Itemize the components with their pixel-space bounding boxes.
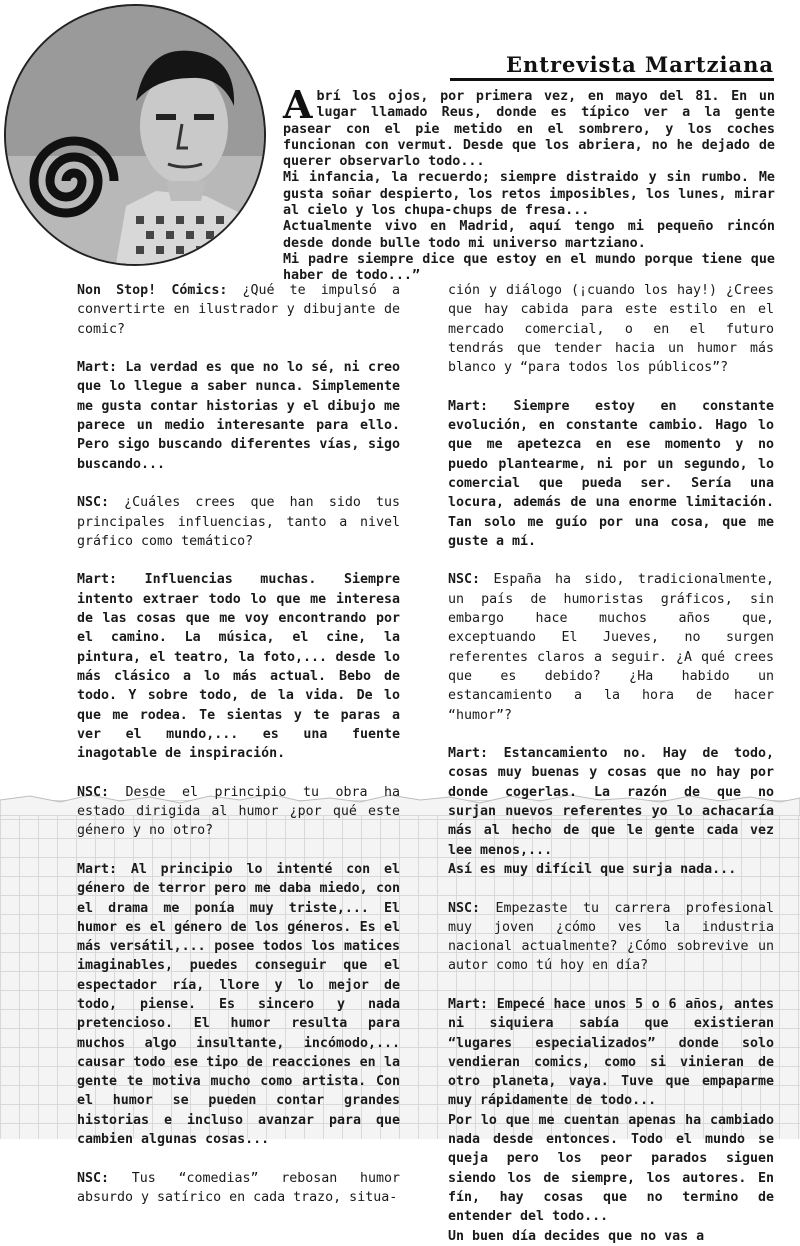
- interview-answer: [448, 995, 774, 1246]
- question-text: Empezaste tu carrera profesional muy joven ¿cómo ves la industria nacional actualmente? ¿Cómo sobrevive un autor como tú hoy en día?: [448, 900, 774, 974]
- article-title: Entrevista Martziana: [505, 52, 774, 77]
- interview-question: [448, 899, 774, 976]
- answer-text: Siempre estoy en constante evolución, en constante cambio. Hago lo que me apetezca en ese momento y no puedo plantearme, ni por un segundo, lo comercial que pueda ser. Sería una locura, además de una enorme limitación. Tan solo me guío por una cosa, que me guste a mí.: [448, 398, 774, 549]
- question-text: ¿Cuáles crees que han sido tus principales influencias, tanto a nivel gráfico como temático?: [77, 495, 400, 549]
- interview-answer: [77, 570, 400, 763]
- interview-question: [77, 783, 400, 841]
- interview-answer: [77, 358, 400, 474]
- speaker-label: NSC:: [448, 572, 481, 588]
- speaker-label: NSC:: [77, 495, 110, 511]
- intro-paragraph: [283, 82, 775, 285]
- title-underline: [450, 78, 774, 81]
- interview-question: [448, 570, 774, 724]
- speaker-label: NSC:: [77, 1170, 110, 1186]
- interview-answer: [448, 744, 774, 879]
- question-text: ¿Qué te impulsó a convertirte en ilustrador y dibujante de comic?: [77, 283, 400, 337]
- interview-question: [77, 281, 400, 339]
- speaker-label: Mart:: [448, 996, 489, 1012]
- interview-question: [77, 1169, 400, 1208]
- speaker-label: Mart:: [77, 572, 118, 588]
- interview-column-left: [77, 281, 400, 1207]
- speaker-label: Mart:: [448, 398, 489, 414]
- intro-text: brí los ojos, por primera vez, en mayo del 81. En un lugar llamado Reus, donde es típico ver a la gente pasear con el pie metido en el sombrero, y los coches funcionan con vermut. Desde que los abriera, no he dejado de querer observarlo todo... Mi infancia, la recuerdo; siempre distraido y sin rumbo. Me gusta soñar despierto, los retos imposibles, los lunes, mirar al cielo y los chupa-chups de fresa... Actualmente vivo en Madrid, aquí tengo mi pequeño rincón desde donde bulle todo mi universo martziano. Mi padre siempre dice que estoy en el mundo porque tiene que haber de todo...”: [283, 89, 775, 284]
- answer-text: Estancamiento no. Hay de todo, cosas muy buenas y cosas que no hay por donde cogerlas. La razón de que no surjan nuevos referentes yo lo achacaría más al hecho de que le gente cada vez lee menos,... Así es muy difícil que surja nada...: [448, 746, 774, 877]
- answer-text: Empecé hace unos 5 o 6 años, antes ni siquiera sabía que existieran “lugares especializados” donde solo vendieran comics, como si vinieran de otro planeta, vaya. Tuve que empaparme muy rápidamente de todo... Por lo que me cuentan apenas ha cambiado nada desde entonces. Todo el mundo se queja pero los peor parados siguen siendo los de siempre, los autores. En fín, hay cosas que no termino de entender del todo... Un buen día decides que no vas a: [448, 996, 774, 1244]
- interview-column-right: [448, 281, 774, 1246]
- question-text: ción y diálogo (¡cuando los hay!) ¿Crees que hay cabida para este estilo en el mercado comercial, o en el futuro tendrás que tender hacia un humor más blanco y “para todos los públicos”?: [448, 283, 774, 376]
- author-portrait: [4, 4, 266, 266]
- speaker-label: NSC:: [77, 784, 110, 800]
- answer-text: Influencias muchas. Siempre intento extraer todo lo que me interesa de las cosas que me voy encontrando por el camino. La música, el cine, la pintura, el teatro, la foto,... desde lo más clásico a lo más actual. Bebo de todo. Y sobre todo, de la vida. De lo que me rodea. Te sientas y te paras a ver el mundo,... es una fuente inagotable de inspiración.: [77, 572, 400, 762]
- speaker-label: Mart:: [77, 360, 118, 376]
- question-text: España ha sido, tradicionalmente, un país de humoristas gráficos, sin embargo hace muchos años que, exceptuando El Jueves, no surgen referentes claros a seguir. ¿A qué crees que es debido? ¿Ha habido un estancamiento a la hora de hacer “humor”?: [448, 572, 774, 723]
- speaker-label: Mart:: [77, 861, 118, 877]
- question-text: Desde el principio tu obra ha estado dirigida al humor ¿por qué este género y no otro?: [77, 784, 400, 839]
- speaker-label: Non Stop! Cómics:: [77, 283, 228, 298]
- speaker-label: NSC:: [448, 900, 481, 916]
- interview-answer: [448, 397, 774, 551]
- interview-answer: [77, 860, 400, 1149]
- speaker-label: Mart:: [448, 746, 489, 762]
- answer-text: Al principio lo intenté con el género de terror pero me daba miedo, con el drama me ponía muy triste,... El humor es el género de los géneros. Es el más versátil,... posee todos los matices imaginables, puedes conseguir que el espectador ría, llore y lo mejor de todo, piense. Es sincero y nada pretencioso. El humor resulta para muchos algo insultante, incómodo,... causar todo ese tipo de reacciones en la gente te motiva mucho como artista. Con el humor se pueden contar grandes historias e incluso avanzar para que cambien algunas cosas...: [77, 861, 400, 1148]
- interview-question: [77, 493, 400, 551]
- interview-question: [448, 281, 774, 377]
- answer-text: La verdad es que no lo sé, ni creo que lo llegue a saber nunca. Simplemente me gusta contar historias y el dibujo me parece un medio interesante para ello. Pero sigo buscando diferentes vías, sigo buscando...: [77, 360, 400, 472]
- question-text: Tus “comedias” rebosan humor absurdo y satírico en cada trazo, situa-: [77, 1170, 400, 1205]
- drop-cap: A: [283, 82, 313, 127]
